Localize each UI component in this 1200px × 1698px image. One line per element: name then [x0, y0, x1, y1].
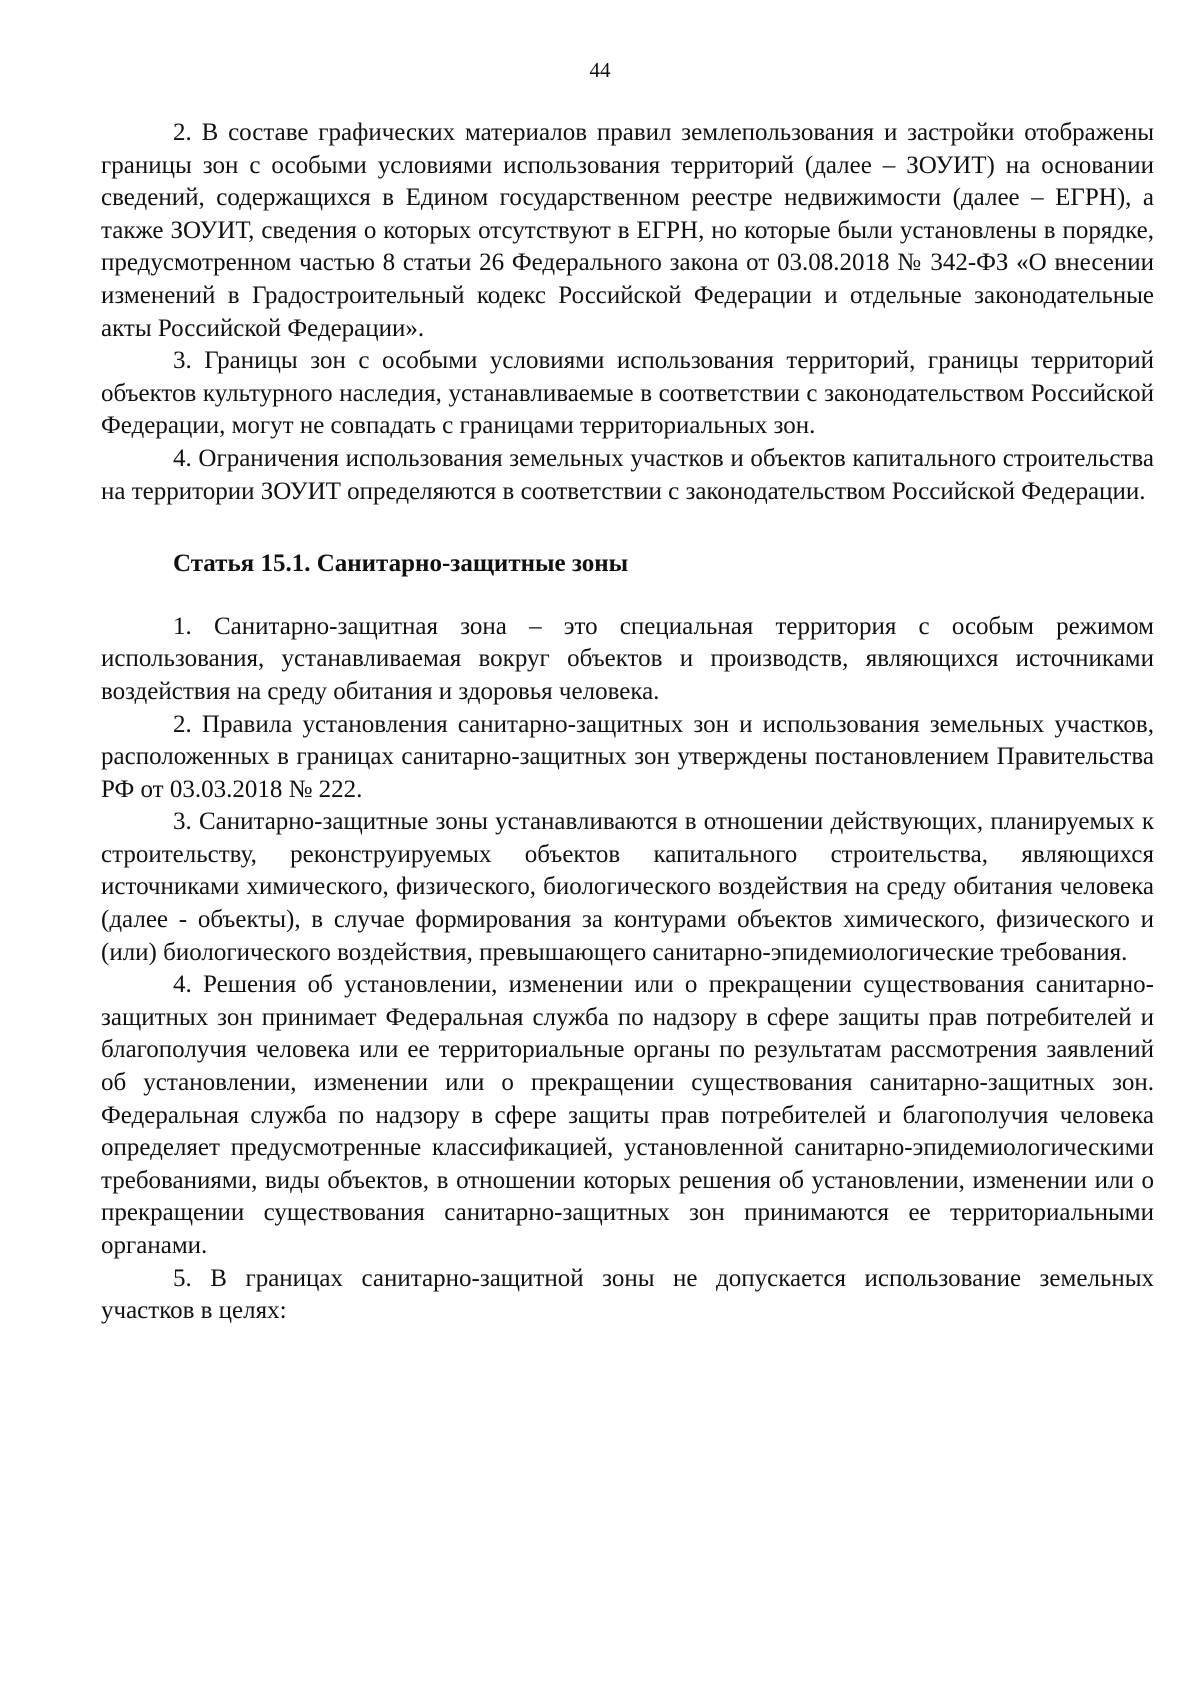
article-paragraph-1-definition: 1. Санитарно-защитная зона – это специальная территория с особым режимом использования, устанавливаемая вокруг объектов и производств, являющихся источниками воздействия на среду обитания и здоровья человека.: [101, 612, 1154, 705]
article-heading: Статья 15.1. Санитарно-защитные зоны: [173, 550, 629, 578]
paragraph-2-graphic-materials: 2. В составе графических материалов правил землепользования и застройки отображены границы зон с особыми условиями использования территорий (далее – ЗОУИТ) на основании сведений, содержащихся в Едином государственном реестре недвижимости (далее – ЕГРН), а также ЗОУИТ, сведения о которых отсутствуют в ЕГРН, но которые были установлены в порядке, предусмотренном частью 8 статьи 26 Федерального закона от 03.08.2018 № 342-ФЗ «О внесении изменений в Градостроительный кодекс Российской Федерации и отдельные законодательные акты Российской Федерации».: [101, 119, 1154, 342]
document-body: [101, 117, 1154, 1328]
article-paragraph-2-rules: 2. Правила установления санитарно-защитных зон и использования земельных участков, расположенных в границах санитарно-защитных зон утверждены постановлением Правительства РФ от 03.03.2018 № 222.: [101, 710, 1154, 803]
spacer: [101, 508, 1154, 548]
article-paragraph-4-decisions: 4. Решения об установлении, изменении или о прекращении существования санитарно-защитных зон принимает Федеральная служба по надзору в сфере защиты прав потребителей и благополучия человека или ее территориальные органы по результатам рассмотрения заявлений об установлении, изменении или о прекращении существования санитарно-защитных зон. Федеральная служба по надзору в сфере защиты прав потребителей и благополучия человека определяет предусмотренные классификацией, установленной санитарно-эпидемиологическими требованиями, виды объектов, в отношении которых решения об установлении, изменении или о прекращении существования санитарно-защитных зон принимаются ее территориальными органами.: [101, 971, 1154, 1259]
page-number: 44: [589, 58, 611, 82]
paragraph-3-zone-boundaries: 3. Границы зон с особыми условиями использования территорий, границы территорий объектов культурного наследия, устанавливаемые в соответствии с законодательством Российской Федерации, могут не совпадать с границами территориальных зон.: [101, 347, 1154, 440]
paragraph-4-usage-restrictions: 4. Ограничения использования земельных участков и объектов капитального строительства на территории ЗОУИТ определяются в соответствии с законодательством Российской Федерации.: [101, 444, 1154, 505]
article-paragraph-3-establishment: 3. Санитарно-защитные зоны устанавливаются в отношении действующих, планируемых к строительству, реконструируемых объектов капитального строительства, являющихся источниками химического, физического, биологического воздействия на среду обитания человека (далее - объекты), в случае формирования за контурами объектов химического, физического и (или) биологического воздействия, превышающего санитарно-эпидемиологические требования.: [101, 808, 1154, 966]
article-paragraph-5-prohibitions: 5. В границах санитарно-защитной зоны не допускается использование земельных участков в целях:: [101, 1264, 1154, 1325]
spacer: [101, 581, 1154, 611]
